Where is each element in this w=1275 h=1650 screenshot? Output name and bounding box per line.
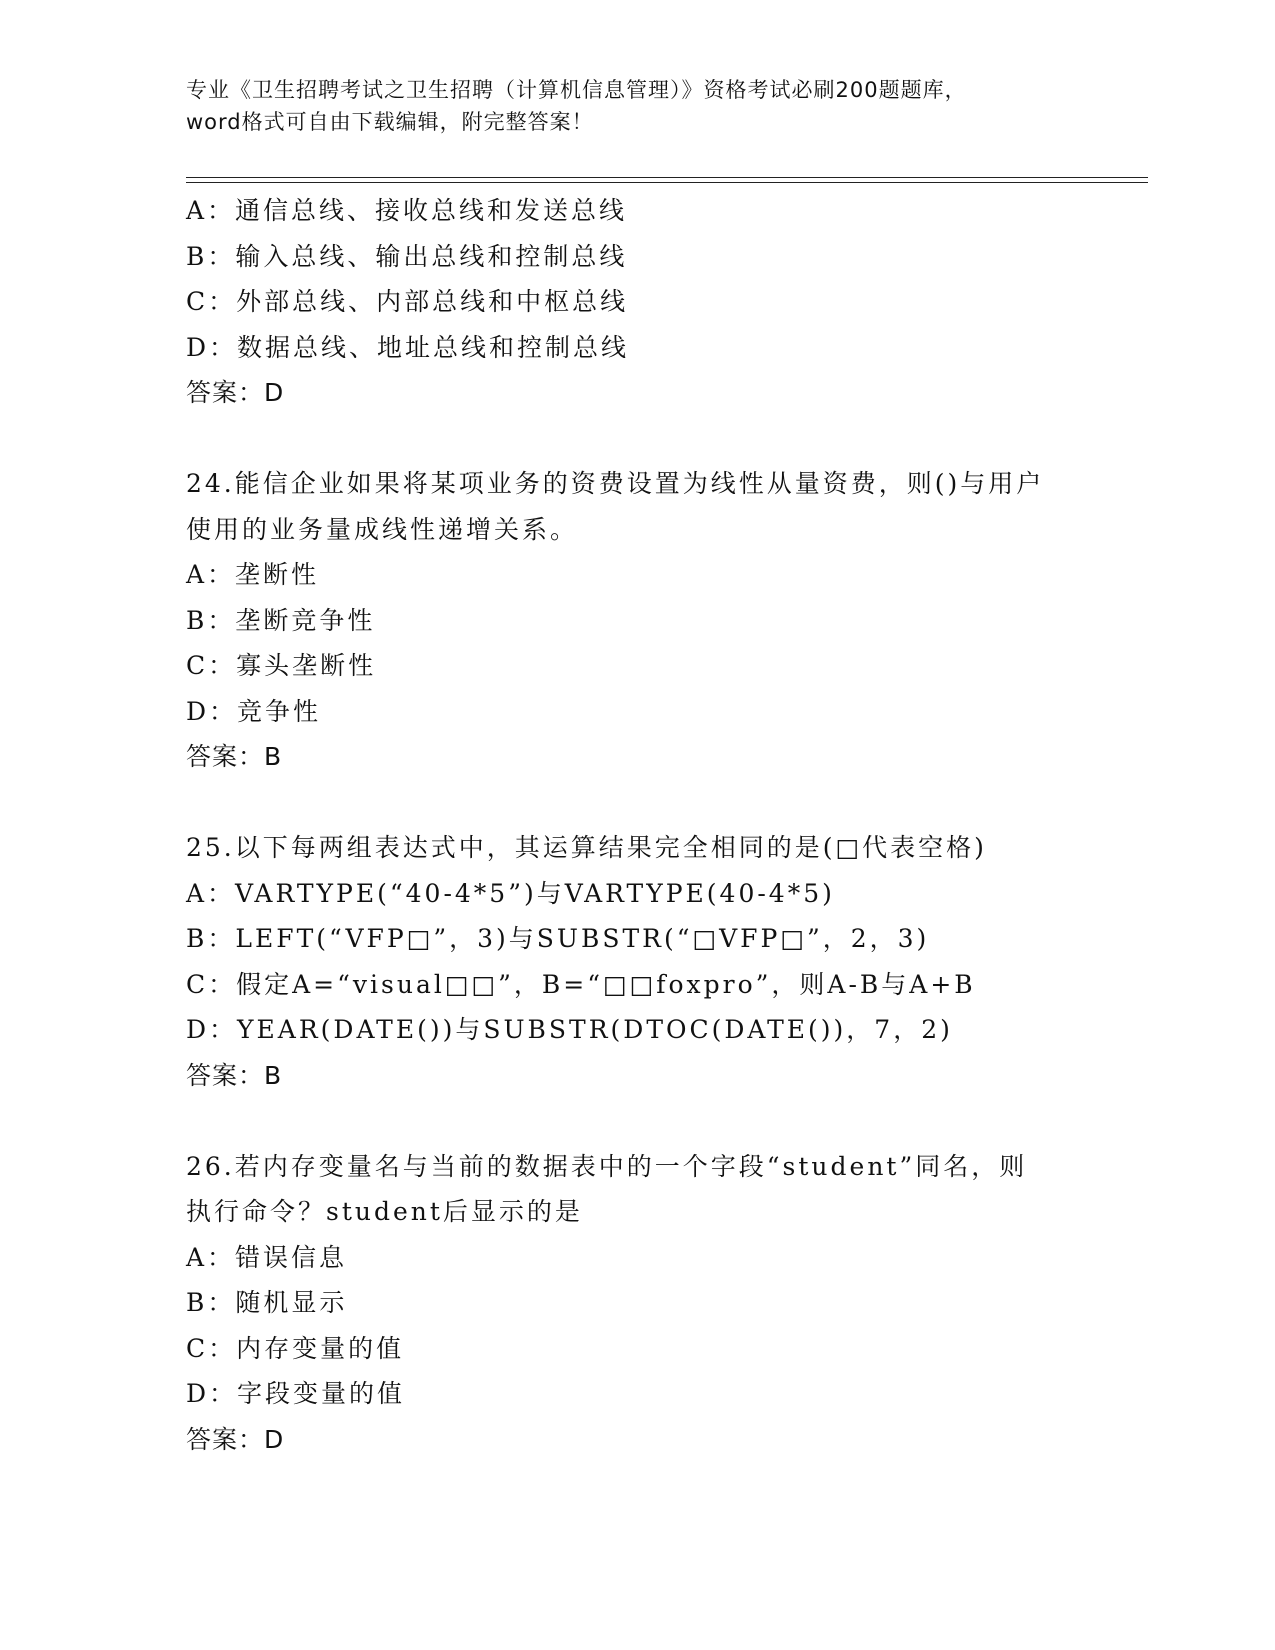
question-text: 使用的业务量成线性递增关系。 xyxy=(186,514,579,544)
option-d: D：YEAR(DATE())与SUBSTR(DTOC(DATE())，7，2) xyxy=(186,1015,953,1044)
header-rule-top xyxy=(186,177,1148,178)
option-a: A：垄断性 xyxy=(186,560,320,589)
answer-text: 答案：D xyxy=(186,378,285,407)
option-c: C：寡头垄断性 xyxy=(186,651,377,680)
option-d: D：字段变量的值 xyxy=(186,1379,406,1408)
option-b: B：LEFT(“VFP□”，3)与SUBSTR(“□VFP□”，2，3) xyxy=(186,924,930,953)
option-d: D：竞争性 xyxy=(186,696,322,726)
question-23 xyxy=(186,188,1106,416)
header-line-2: word格式可自由下载编辑，附完整答案！ xyxy=(186,110,594,134)
question-text: 25.以下每两组表达式中，其运算结果完全相同的是(□代表空格) xyxy=(186,833,987,862)
answer-text: 答案：D xyxy=(186,1424,285,1454)
header-rule-bottom xyxy=(186,182,1148,183)
spacer xyxy=(186,780,1106,826)
question-24 xyxy=(186,461,1106,780)
answer-text: 答案：B xyxy=(186,1060,283,1090)
option-a: A：错误信息 xyxy=(186,1242,348,1272)
spacer xyxy=(186,1098,1106,1144)
option-b: B：垄断竞争性 xyxy=(186,605,376,635)
option-b: B：随机显示 xyxy=(186,1288,348,1317)
option-c: C：假定A=“visual□□”，B=“□□foxpro”，则A-B与A+B xyxy=(186,969,976,999)
question-text: 26.若内存变量名与当前的数据表中的一个字段“student”同名，则 xyxy=(186,1151,1028,1181)
question-26 xyxy=(186,1144,1106,1463)
option-c: C：内存变量的值 xyxy=(186,1333,405,1363)
header-line-1: 专业《卫生招聘考试之卫生招聘（计算机信息管理）》资格考试必刷200题题库， xyxy=(186,78,967,102)
question-text: 24.能信企业如果将某项业务的资费设置为线性从量资费，则()与用户 xyxy=(186,469,1045,498)
question-text: 执行命令？student后显示的是 xyxy=(186,1197,583,1226)
option-a: A：通信总线、接收总线和发送总线 xyxy=(186,196,628,225)
answer-text: 答案：B xyxy=(186,742,283,771)
question-25 xyxy=(186,825,1106,1098)
option-a: A：VARTYPE(“40-4*5”)与VARTYPE(40-4*5) xyxy=(186,878,835,908)
document-header xyxy=(186,74,1066,138)
option-c: C：外部总线、内部总线和中枢总线 xyxy=(186,287,629,316)
option-d: D：数据总线、地址总线和控制总线 xyxy=(186,332,630,362)
question-list xyxy=(186,188,1106,1462)
option-b: B：输入总线、输出总线和控制总线 xyxy=(186,241,628,271)
spacer xyxy=(186,416,1106,462)
